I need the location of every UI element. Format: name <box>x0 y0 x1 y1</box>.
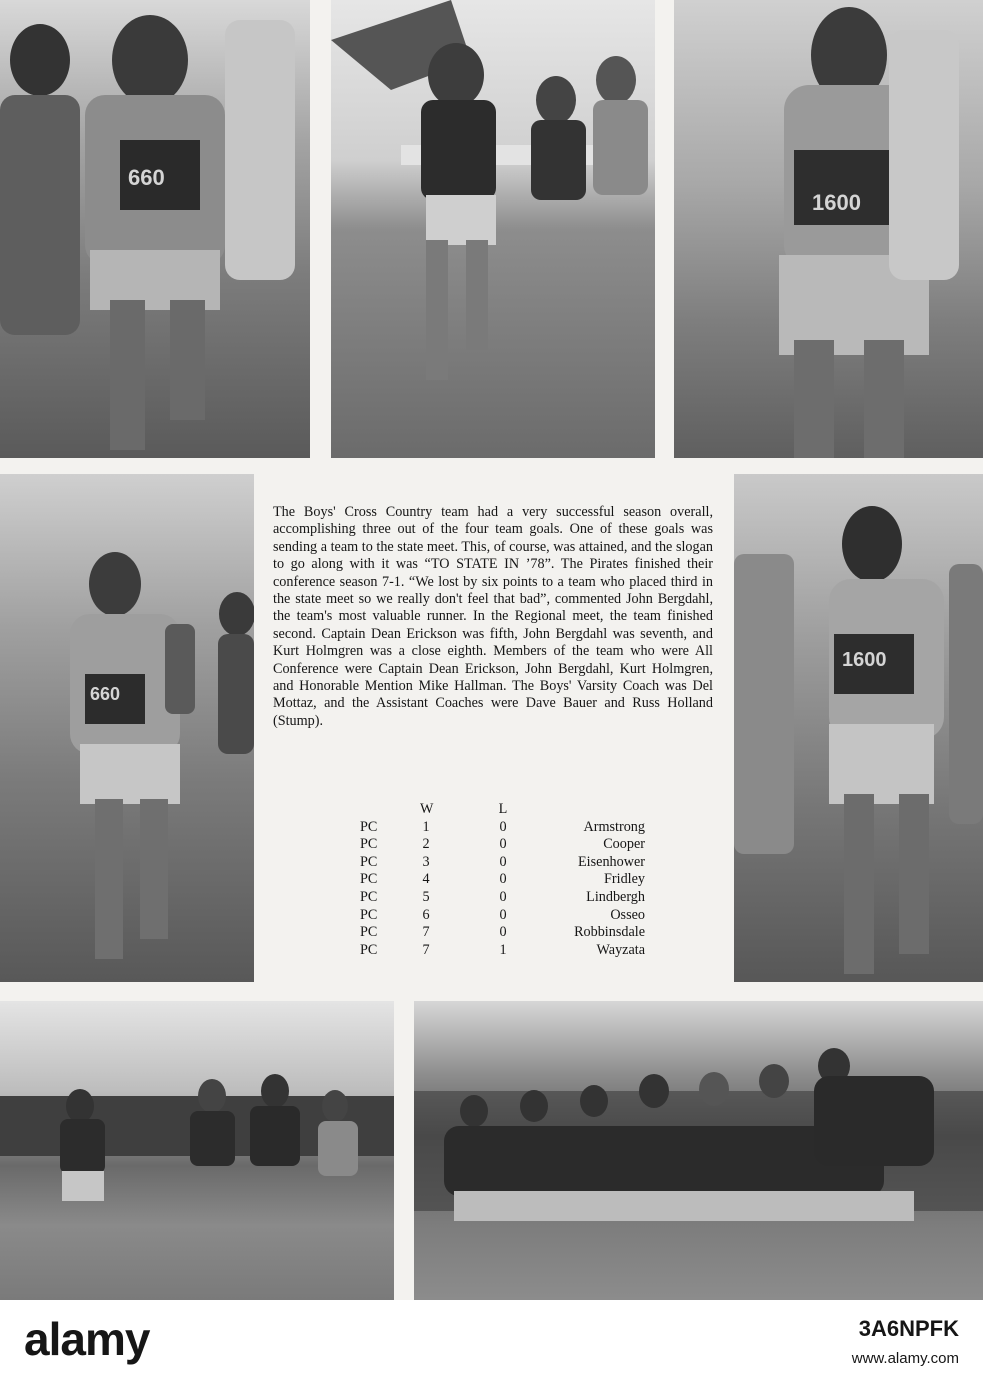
record-row <box>360 871 660 889</box>
wins-cell: 5 <box>422 888 430 905</box>
photo-runner-middle-right <box>734 474 983 982</box>
runners-silhouettes <box>0 0 310 458</box>
photo-race-start-bottom-right <box>414 1001 983 1300</box>
article-body <box>273 504 713 730</box>
wins-cell: 7 <box>422 924 430 941</box>
bib-number: 660 <box>90 684 121 704</box>
wins-cell: 3 <box>422 853 430 870</box>
team-cell: PC <box>360 906 378 923</box>
team-cell: PC <box>360 888 378 905</box>
record-row <box>360 836 660 854</box>
photo-runner-top-right <box>674 0 983 458</box>
losses-column-header: L <box>498 801 508 817</box>
losses-cell: 0 <box>499 853 507 870</box>
opponent-cell: Osseo <box>610 906 645 923</box>
opponent-cell: Cooper <box>603 836 645 853</box>
opponent-cell: Wayzata <box>596 941 645 958</box>
record-row <box>360 942 660 960</box>
record-row <box>360 924 660 942</box>
losses-cell: 0 <box>499 818 507 835</box>
alamy-logo[interactable]: alamy <box>24 1313 150 1365</box>
photo-runners-top-left <box>0 0 310 458</box>
record-row <box>360 819 660 837</box>
record-row <box>360 907 660 925</box>
image-id: 3A6NPFK <box>858 1316 959 1341</box>
opponent-cell: Lindbergh <box>586 888 645 905</box>
losses-cell: 0 <box>499 888 507 905</box>
opponent-cell: Robbinsdale <box>574 924 645 941</box>
team-cell: PC <box>360 871 378 888</box>
record-row <box>360 889 660 907</box>
wins-cell: 7 <box>422 941 430 958</box>
photo-runners-bottom-left <box>0 1001 394 1300</box>
losses-cell: 0 <box>499 836 507 853</box>
losses-cell: 1 <box>499 941 507 958</box>
team-cell: PC <box>360 853 378 870</box>
opponent-cell: Fridley <box>604 871 645 888</box>
photo-runners-top-middle <box>331 0 655 458</box>
record-row <box>360 854 660 872</box>
site-link[interactable]: www.alamy.com <box>851 1350 959 1367</box>
opponent-cell: Armstrong <box>583 818 645 835</box>
conference-record-table <box>360 801 660 959</box>
bib-number: 1600 <box>812 190 861 215</box>
runner-silhouette <box>734 474 983 982</box>
losses-cell: 0 <box>499 924 507 941</box>
runners-silhouettes <box>0 474 254 982</box>
record-header-row <box>360 801 660 819</box>
wins-cell: 1 <box>422 818 430 835</box>
wins-cell: 6 <box>422 906 430 923</box>
team-cell: PC <box>360 836 378 853</box>
wins-cell: 2 <box>422 836 430 853</box>
wins-column-header: W <box>420 801 434 817</box>
losses-cell: 0 <box>499 906 507 923</box>
team-cell: PC <box>360 818 378 835</box>
runners-silhouettes <box>0 1001 394 1300</box>
runners-crowd <box>414 1001 983 1300</box>
bib-number: 1600 <box>842 649 887 671</box>
team-cell: PC <box>360 941 378 958</box>
footer-info <box>852 1316 959 1367</box>
photo-runner-middle-left <box>0 474 254 982</box>
opponent-cell: Eisenhower <box>578 853 645 870</box>
article-paragraph: The Boys' Cross Country team had a very successful season overall, accomplishing three out of the four team goals. One of these goals was sending a team to the state meet. This, of course, was attained, and the slogan to go along with it was “TO STATE IN ’78”. The Pirates finished their conference season 7-1. “We lost by six points to a team who placed third in the state meet so we really don't feel that bad”, commented John Bergdahl, the team's most valuable runner. In the Regional meet, the team finished second. Captain Dean Erickson was fifth, John Bergdahl was seventh, and Kurt Holmgren was a close eighth. Members of the team who were All Conference were Captain Dean Erickson, John Bergdahl, Kurt Holmgren, and Honorable Mention Mike Hallman. The Boys' Varsity Coach was Del Mottaz, and the Assistant Coaches were Dave Bauer and Russ Holland (Stump). <box>273 504 713 729</box>
runners-silhouettes <box>331 0 655 458</box>
team-cell: PC <box>360 924 378 941</box>
losses-cell: 0 <box>499 871 507 888</box>
runner-silhouette <box>674 0 983 458</box>
wins-cell: 4 <box>422 871 430 888</box>
bib-number: 660 <box>128 165 165 190</box>
